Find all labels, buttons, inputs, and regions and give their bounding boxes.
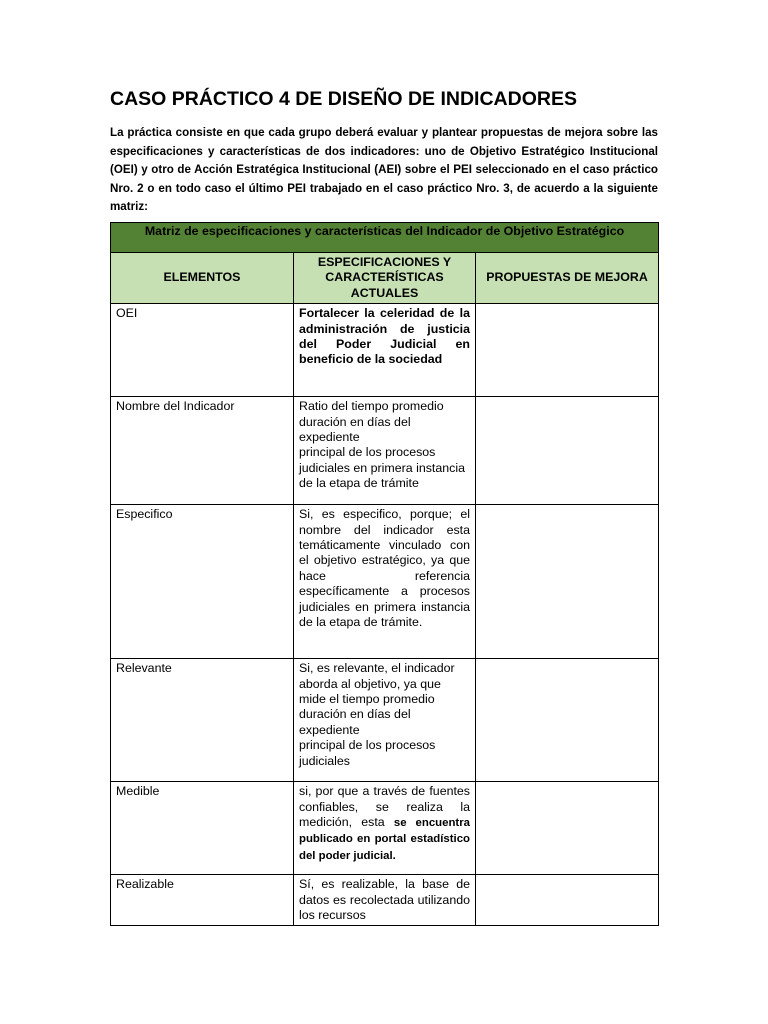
header-especificaciones: ESPECIFICACIONES Y CARACTERÍSTICAS ACTUALES: [294, 253, 476, 304]
cell-proposal-relevante: [476, 659, 659, 782]
spec-nombre-line-2: principal de los procesos judiciales en primera instancia: [299, 445, 465, 475]
table-row-oei: [111, 304, 659, 397]
spec-relevante-line-1: Si, es relevante, el indicador aborda al objetivo, ya que mide el tiempo promedio duración en días del expediente: [299, 661, 455, 737]
header-propuestas: PROPUESTAS DE MEJORA: [476, 253, 659, 304]
cell-element-oei: OEI: [111, 304, 294, 397]
table-caption: Matriz de especificaciones y características del Indicador de Objetivo Estratégico: [111, 223, 659, 253]
spec-medible-bold-text: se encuentra publicado en portal estadístico del poder judicial.: [299, 817, 470, 862]
cell-proposal-especifico: [476, 505, 659, 659]
cell-spec-medible: [294, 782, 476, 875]
spec-relevante-line-2: principal de los procesos judiciales: [299, 738, 436, 768]
cell-spec-relevante: [294, 659, 476, 782]
table-row-especifico: [111, 505, 659, 659]
cell-element-realizable: Realizable: [111, 875, 294, 926]
cell-element-especifico: Especifico: [111, 505, 294, 659]
table-caption-row: [111, 223, 659, 253]
cell-spec-realizable: Sí, es realizable, la base de datos es recolectada utilizando los recursos: [294, 875, 476, 926]
table-header-row: [111, 253, 659, 304]
cell-spec-oei: Fortalecer la celeridad de la administración de justicia del Poder Judicial en beneficio de la sociedad: [294, 304, 476, 397]
page-title: CASO PRÁCTICO 4 DE DISEÑO DE INDICADORES: [110, 88, 577, 110]
header-elementos: ELEMENTOS: [111, 253, 294, 304]
table-row-nombre-indicador: [111, 397, 659, 505]
cell-proposal-nombre: [476, 397, 659, 505]
intro-paragraph: La práctica consiste en que cada grupo deberá evaluar y plantear propuestas de mejora sobre las especificaciones y características de dos indicadores: uno de Objetivo Estratégico Institucional (OEI) y otro de Acción Estratégica Institucional (AEI) sobre el PEI seleccionado en el caso práctico Nro. 2 o en todo caso el último PEI trabajado en el caso práctico Nro. 3, de acuerdo a la siguiente matriz:: [110, 126, 658, 214]
spec-medible-text: si, por que a través de fuentes confiables, se realiza la medición, esta: [299, 784, 470, 830]
cell-element-medible: Medible: [111, 782, 294, 875]
cell-proposal-medible: [476, 782, 659, 875]
cell-element-relevante: Relevante: [111, 659, 294, 782]
cell-spec-nombre: [294, 397, 476, 505]
indicator-matrix-table: [110, 222, 659, 926]
cell-proposal-realizable: [476, 875, 659, 926]
table-row-realizable: [111, 875, 659, 926]
cell-proposal-oei: [476, 304, 659, 397]
spec-nombre-line-1: Ratio del tiempo promedio duración en días del expediente: [299, 399, 444, 445]
cell-element-nombre: Nombre del Indicador: [111, 397, 294, 505]
spec-nombre-line-3: de la etapa de trámite: [299, 476, 419, 491]
table-row-medible: [111, 782, 659, 875]
table-row-relevante: [111, 659, 659, 782]
cell-spec-especifico: Si, es especifico, porque; el nombre del indicador esta temáticamente vinculado con el objetivo estratégico, ya que hace referencia específicamente a procesos judiciales en primera instancia de la etapa de trámite.: [294, 505, 476, 659]
